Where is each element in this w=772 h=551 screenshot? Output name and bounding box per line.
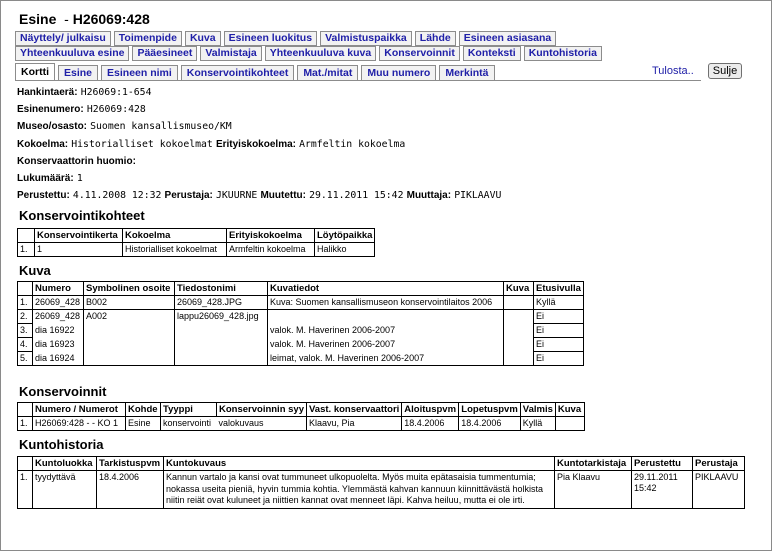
tab-yhteenkuuluva-esine[interactable]: Yhteenkuuluva esine <box>15 46 129 61</box>
table-header-cell: Vast. konservaattori <box>307 403 402 417</box>
field-lukumaara <box>17 173 501 190</box>
table-konservointikohteet <box>17 228 375 257</box>
table-cell: 1. <box>18 417 33 431</box>
tab-baseline <box>15 80 701 81</box>
tab-nayttely[interactable]: Näyttely/ julkaisu <box>15 31 111 46</box>
table-row <box>18 296 584 310</box>
table-cell: valok. M. Haverinen 2006-2007 <box>268 338 504 352</box>
table-cell: B002 <box>84 296 175 310</box>
table-header-cell: Konservointikerta <box>35 229 123 243</box>
table-kuva <box>17 281 584 366</box>
table-header-cell: Kuva <box>555 403 584 417</box>
field-label: Konservaattorin huomio: <box>17 155 136 167</box>
table-cell: dia 16922 <box>33 324 84 338</box>
table-cell: Ei <box>534 324 584 338</box>
table-cell <box>504 338 534 352</box>
tab-esine[interactable]: Esine <box>58 65 98 81</box>
tab-esineen-asiasana[interactable]: Esineen asiasana <box>459 31 557 46</box>
table-cell <box>504 324 534 338</box>
table-cell <box>504 310 534 324</box>
table-cell: Klaavu, Pia <box>307 417 402 431</box>
table-cell: 5. <box>18 352 33 366</box>
table-cell: dia 16924 <box>33 352 84 366</box>
tab-esineen-nimi[interactable]: Esineen nimi <box>101 65 178 81</box>
table-cell: lappu26069_428.jpg <box>175 310 268 324</box>
record-fields <box>17 87 501 207</box>
field-value: Historialliset kokoelmat <box>71 138 213 150</box>
table-konservoinnit <box>17 402 585 431</box>
title-separator: - <box>64 11 69 27</box>
table-cell: Armfeltin kokoelma <box>227 243 315 257</box>
table-header-cell: Perustaja <box>693 457 745 471</box>
field-value: Armfeltin kokoelma <box>299 138 406 150</box>
tab-valmistuspaikka[interactable]: Valmistuspaikka <box>320 31 412 46</box>
tab-row-3 <box>15 63 498 81</box>
table-header-cell: Lopetuspvm <box>459 403 520 417</box>
table-cell <box>504 352 534 366</box>
tab-konservointikohteet[interactable]: Konservointikohteet <box>181 65 295 81</box>
table-cell: 18.4.2006 <box>402 417 459 431</box>
field-kokoelma <box>17 139 501 156</box>
table-row <box>18 310 584 324</box>
field-label: Hankintaerä: <box>17 87 78 98</box>
table-cell: Ei <box>534 310 584 324</box>
field-label: Lukumäärä: <box>17 172 74 184</box>
page-title <box>19 11 150 27</box>
table-cell: Kyllä <box>534 296 584 310</box>
table-header-cell: Numero <box>33 282 84 296</box>
table-header-cell: Numero / Numerot <box>33 403 126 417</box>
table-cell: 18.4.2006 <box>459 417 520 431</box>
field-museo <box>17 121 501 138</box>
table-cell: 4. <box>18 338 33 352</box>
field-perustettu <box>17 190 501 207</box>
table-cell: 3. <box>18 324 33 338</box>
field-label: Muutettu: <box>260 190 306 202</box>
table-header-cell: Löytöpaikka <box>315 229 375 243</box>
tab-toimenpide[interactable]: Toimenpide <box>114 31 182 46</box>
tab-row-2 <box>15 46 605 61</box>
tab-lahde[interactable]: Lähde <box>415 31 456 46</box>
field-label: Perustaja: <box>164 190 213 202</box>
table-cell <box>175 338 268 352</box>
table-row <box>18 471 745 509</box>
table-cell <box>555 417 584 431</box>
field-esinenumero <box>17 104 501 121</box>
tab-mat-mitat[interactable]: Mat./mitat <box>297 65 358 81</box>
table-cell: 29.11.2011 15:42 <box>632 471 693 509</box>
field-value: Suomen kansallismuseo/KM <box>90 121 232 133</box>
table-header-cell: Perustettu <box>632 457 693 471</box>
table-header-cell: Tyyppi <box>161 403 217 417</box>
tab-kuntohistoria[interactable]: Kuntohistoria <box>524 46 602 61</box>
field-hankintaera <box>17 87 501 104</box>
table-cell: Kannun vartalo ja kansi ovat tummuneet ulkopuolelta. Myös muita epätasaisia tummentumia; nokassa useita pieniä, hyvin tummia kohtia. Ylemmästä kahvan kannuun kiinnittävästä holkista niitin reiät ovat kuluneet ja niittien kannat ovat menneet läpi. Kahva heiluu, mutta ei ole irti. <box>164 471 555 509</box>
field-label: Perustettu: <box>17 190 70 202</box>
field-label: Muuttaja: <box>406 190 452 202</box>
table-header-cell: Tiedostonimi <box>175 282 268 296</box>
table-row <box>18 243 375 257</box>
field-value: 4.11.2008 12:32 <box>72 190 162 202</box>
print-link[interactable]: Tulosta.. <box>652 65 694 77</box>
table-cell: Esine <box>126 417 161 431</box>
table-header-cell: Kokoelma <box>123 229 227 243</box>
table-header-cell <box>18 282 33 296</box>
table-cell <box>84 338 175 352</box>
table-cell <box>84 324 175 338</box>
table-cell: 1 <box>35 243 123 257</box>
tab-merkinta[interactable]: Merkintä <box>439 65 494 81</box>
table-header-cell <box>18 403 33 417</box>
table-cell: 18.4.2006 <box>97 471 164 509</box>
table-header-cell: Kuntotarkistaja <box>555 457 632 471</box>
table-header-row <box>18 403 585 417</box>
table-cell: Ei <box>534 352 584 366</box>
section-title-kuva: Kuva <box>19 263 51 278</box>
close-button[interactable]: Sulje <box>708 63 742 79</box>
tab-kortti[interactable]: Kortti <box>15 63 55 81</box>
table-header-cell: Erityiskokoelma <box>227 229 315 243</box>
table-header-cell <box>18 457 33 471</box>
section-title-kuntohistoria: Kuntohistoria <box>19 437 104 452</box>
tab-row-1 <box>15 31 559 46</box>
field-value: PIKLAAVU <box>454 190 502 202</box>
tab-esineen-luokitus[interactable]: Esineen luokitus <box>224 31 317 46</box>
tab-valmistaja[interactable]: Valmistaja <box>200 46 261 61</box>
table-cell: dia 16923 <box>33 338 84 352</box>
field-value: H26069:428 <box>86 104 146 116</box>
table-header-cell: Tarkistuspvm <box>97 457 164 471</box>
field-value: JKUURNE <box>216 190 258 202</box>
tab-konteksti[interactable]: Konteksti <box>463 46 521 61</box>
field-label: Kokoelma: <box>17 138 69 150</box>
table-cell: 1. <box>18 296 33 310</box>
table-kuntohistoria <box>17 456 745 509</box>
table-cell: konservointi <box>161 417 217 431</box>
table-header-cell: Kuntoluokka <box>33 457 97 471</box>
title-label: Esine <box>19 11 57 27</box>
table-cell <box>84 352 175 366</box>
table-row <box>18 338 584 352</box>
table-cell: 1. <box>18 243 35 257</box>
table-row <box>18 324 584 338</box>
table-header-cell: Kohde <box>126 403 161 417</box>
table-cell: 26069_428 <box>33 310 84 324</box>
table-header-cell: Konservoinnin syy <box>217 403 307 417</box>
table-cell: 1. <box>18 471 33 509</box>
table-header-cell: Kuva <box>504 282 534 296</box>
title-number: H26069:428 <box>72 11 150 27</box>
table-header-cell: Symbolinen osoite <box>84 282 175 296</box>
table-header-row <box>18 457 745 471</box>
table-cell: Ei <box>534 338 584 352</box>
table-cell: Pia Klaavu <box>555 471 632 509</box>
tab-konservoinnit[interactable]: Konservoinnit <box>379 46 460 61</box>
table-cell: tyydyttävä <box>33 471 97 509</box>
tab-muu-numero[interactable]: Muu numero <box>361 65 436 81</box>
table-header-cell: Kuvatiedot <box>268 282 504 296</box>
table-cell: PIKLAAVU <box>693 471 745 509</box>
field-label: Esinenumero: <box>17 104 84 116</box>
table-cell: Kyllä <box>520 417 555 431</box>
table-cell <box>175 352 268 366</box>
field-huomio <box>17 156 501 173</box>
section-title-konservointikohteet: Konservointikohteet <box>19 208 145 223</box>
table-cell: valok. M. Haverinen 2006-2007 <box>268 324 504 338</box>
tab-paaesineet[interactable]: Pääesineet <box>132 46 197 61</box>
table-header-cell <box>18 229 35 243</box>
section-title-konservoinnit: Konservoinnit <box>19 384 107 399</box>
table-header-row <box>18 229 375 243</box>
table-cell: Halikko <box>315 243 375 257</box>
table-header-cell: Etusivulla <box>534 282 584 296</box>
table-cell: valokuvaus <box>217 417 307 431</box>
table-cell: leimat, valok. M. Haverinen 2006-2007 <box>268 352 504 366</box>
table-cell <box>504 296 534 310</box>
table-cell: A002 <box>84 310 175 324</box>
table-cell <box>175 324 268 338</box>
table-header-cell: Kuntokuvaus <box>164 457 555 471</box>
field-label: Erityiskokoelma: <box>215 138 296 150</box>
table-cell: H26069:428 - - KO 1 <box>33 417 126 431</box>
field-value: 29.11.2011 15:42 <box>309 190 404 202</box>
table-header-cell: Aloituspvm <box>402 403 459 417</box>
table-cell: 26069_428 <box>33 296 84 310</box>
table-cell: 26069_428.JPG <box>175 296 268 310</box>
tab-kuva[interactable]: Kuva <box>185 31 221 46</box>
field-value: 1 <box>76 172 83 184</box>
table-row <box>18 417 585 431</box>
tab-yhteenkuuluva-kuva[interactable]: Yhteenkuuluva kuva <box>265 46 377 61</box>
table-header-cell: Valmis <box>520 403 555 417</box>
table-cell: Historialliset kokoelmat <box>123 243 227 257</box>
table-row <box>18 352 584 366</box>
table-cell: Kuva: Suomen kansallismuseon konservointilaitos 2006 <box>268 296 504 310</box>
field-label: Museo/osasto: <box>17 121 88 133</box>
field-value: H26069:1-654 <box>80 87 152 98</box>
table-cell: 2. <box>18 310 33 324</box>
table-cell <box>268 310 504 324</box>
table-header-row <box>18 282 584 296</box>
